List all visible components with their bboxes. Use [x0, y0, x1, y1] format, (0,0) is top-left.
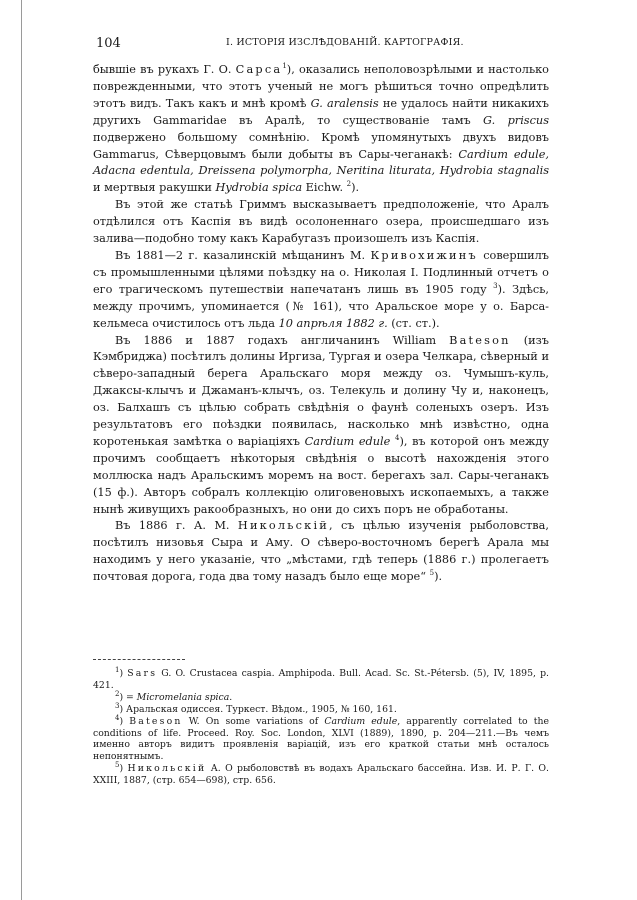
text-run: Въ 1886 г. А. М.	[115, 519, 238, 533]
italic-run: Cardium edule, Adacna edentula, Dreissena polymorpha, Neritina liturata, Hydrobia stagnalis	[93, 147, 549, 178]
text-run: подвержено большому сомнѣнію. Кромѣ упомянутыхъ двухъ видовъ Gammarus, Сѣверцовымъ были добыты въ Сары-чеганакѣ:	[93, 130, 549, 161]
footnote-ref: 4	[394, 434, 400, 443]
footnote-ref: 5	[429, 569, 435, 578]
text-run: и мертвыя ракушки	[93, 181, 216, 195]
italic-run: G. aralensis	[310, 96, 379, 110]
text-run: Въ 1881—2 г. казалинскій мѣщанинъ М.	[115, 248, 371, 262]
text-run: )	[119, 715, 130, 727]
text-run: ) =	[119, 691, 137, 703]
footnote-ref: 4	[115, 713, 120, 722]
paragraph	[93, 248, 549, 333]
footnote	[93, 763, 549, 787]
running-head: I. ИСТОРІЯ ИЗСЛѢДОВАНІЙ. КАРТОГРАФІЯ.	[226, 37, 464, 48]
footnote-separator	[93, 659, 185, 660]
italic-run: Micromelania spica.	[136, 691, 233, 703]
text-run: , apparently correlated to the conditions of life. Proceed. Roy. Soc. London, XLVI (1889), 1890, p. 204—211.—Въ чемъ именно авторъ видитъ проявленія варіацій, изъ его краткой статьи мнѣ осталось непонятнымъ.	[93, 715, 549, 763]
paragraph	[93, 333, 549, 519]
footnote	[93, 689, 549, 704]
page-header	[96, 36, 548, 54]
text-run: ). Здѣсь, между прочимъ, упоминается (№ 161), что Аральское море у о. Барса-кельмеса очистилось отъ льда	[93, 282, 550, 330]
footnote-ref: 3	[115, 701, 120, 710]
text-run: Въ этой же статьѣ Гриммъ высказываетъ предположеніе, что Аралъ отдѣлился отъ Каспія въ видѣ осолоненнаго озера, происшедшаго изъ залива—подобно тому какъ Карабугазъ произошелъ изъ Каспія.	[93, 198, 549, 246]
text-run: , съ цѣлью изученія рыболовства, посѣтилъ низовья Сыра и Аму. О сѣверо-восточномъ берегѣ Арала мы находимъ у него указаніе, что „мѣстами, гдѣ теперь (1886 г.) пролегаетъ почтовая дорога, года два тому назадъ было еще море“	[93, 519, 549, 584]
text-run: Въ 1886 и 1887 годахъ англичанинъ William	[115, 333, 450, 347]
footnote-ref: 2	[346, 180, 352, 189]
paragraph	[93, 518, 549, 586]
text-run: )	[119, 668, 128, 679]
footnote	[93, 713, 549, 764]
italic-run: Hydrobia spica	[215, 181, 303, 195]
footnote-ref: 1	[282, 62, 287, 71]
page-number: 104	[96, 36, 121, 51]
footnote-ref: 2	[115, 689, 120, 698]
text-run: (изъ Кэмбриджа) посѣтилъ долины Иргиза, Тургая и озера Челкара, сѣверный и сѣверо-западный берега Аральскаго моря между оз. Чумышъ-куль, Джаксы-клычъ и Джаманъ-клычъ, оз. Телекуль и долину Чу и, наконецъ, оз. Балхашъ съ цѣлью собрать свѣдѣнія о фаунѣ соленыхъ озеръ. Изъ результатовъ его поѣздки появилась, насколько мнѣ извѣстно, одна коротенькая замѣтка о варіаціяхъ	[93, 333, 549, 448]
footnote	[93, 701, 549, 716]
footnotes	[93, 665, 549, 787]
text-run: ).	[434, 570, 443, 584]
spaced-name: Bateson	[449, 333, 511, 347]
text-run: (ст. ст.).	[387, 316, 440, 330]
spaced-name: Sars	[127, 668, 158, 679]
spaced-name: Никольскій	[127, 763, 207, 775]
text-run: Eichw.	[302, 181, 347, 195]
text-run: ).	[351, 181, 360, 195]
text-run: ), въ которой онъ между прочимъ сообщаетъ нѣкоторыя свѣдѣнія о высотѣ нахожденія этого моллюска надъ Аральскимъ моремъ на вост. берегахъ зал. Сары-чеганакъ (15 ф.). Авторъ собралъ коллекцію олиговеновыхъ ископаемыхъ, а также нынѣ живущихъ ракообразныхъ, но они до сихъ поръ не обработаны.	[93, 434, 549, 516]
text-run: G. O. Crustacea caspia. Amphipoda. Bull. Acad. Sc. St.-Pétersb. (5), IV, 1895, p. 421.	[93, 668, 549, 691]
footnote-ref: 5	[115, 761, 120, 770]
spaced-name: Никольскій	[237, 519, 329, 533]
text-run: W. On some variations of	[182, 715, 325, 727]
text-run: )	[119, 763, 128, 775]
spaced-name: Bateson	[129, 715, 183, 727]
text-run: А. О рыболовствѣ въ водахъ Аральскаго бассейна. Изв. И. Р. Г. О. XXIII, 1887, (стр. 654—698), стр. 656.	[93, 763, 549, 787]
text-run: ), оказались неполовозрѣлыми и настолько поврежденными, что этотъ ученый не могъ рѣшиться точно опредѣлить этотъ видъ. Такъ какъ и мнѣ кромѣ	[93, 63, 549, 110]
text-run: бывшіе въ рукахъ Г. О.	[93, 63, 236, 76]
italic-run: 10 апрѣля 1882 г.	[278, 316, 388, 330]
italic-run: Cardium edule	[304, 434, 391, 448]
spaced-name: Кривохижинъ	[370, 248, 478, 262]
paragraph	[93, 197, 549, 248]
page-gutter-line	[21, 0, 22, 900]
footnote-ref: 1	[115, 665, 120, 674]
spaced-name: Сарса	[235, 63, 283, 76]
text-run: не удалось найти никакихъ другихъ Gammaridae въ Аралѣ, то существованіе тамъ	[93, 96, 549, 127]
italic-run: Cardium edule	[324, 715, 398, 727]
footnote	[93, 665, 549, 692]
main-text	[93, 62, 549, 586]
italic-run: G. priscus	[483, 113, 550, 127]
text-run: ) Аральская одиссея. Туркест. Вѣдом., 1905, № 160, 161.	[119, 703, 397, 715]
footnote-ref: 3	[493, 282, 498, 291]
text-run: совершилъ съ промышленными цѣлями поѣздку на о. Николая I. Подлинный отчетъ о его трагическомъ путешествіи напечатанъ лишь въ 1905 году	[93, 248, 549, 296]
paragraph	[93, 62, 549, 197]
